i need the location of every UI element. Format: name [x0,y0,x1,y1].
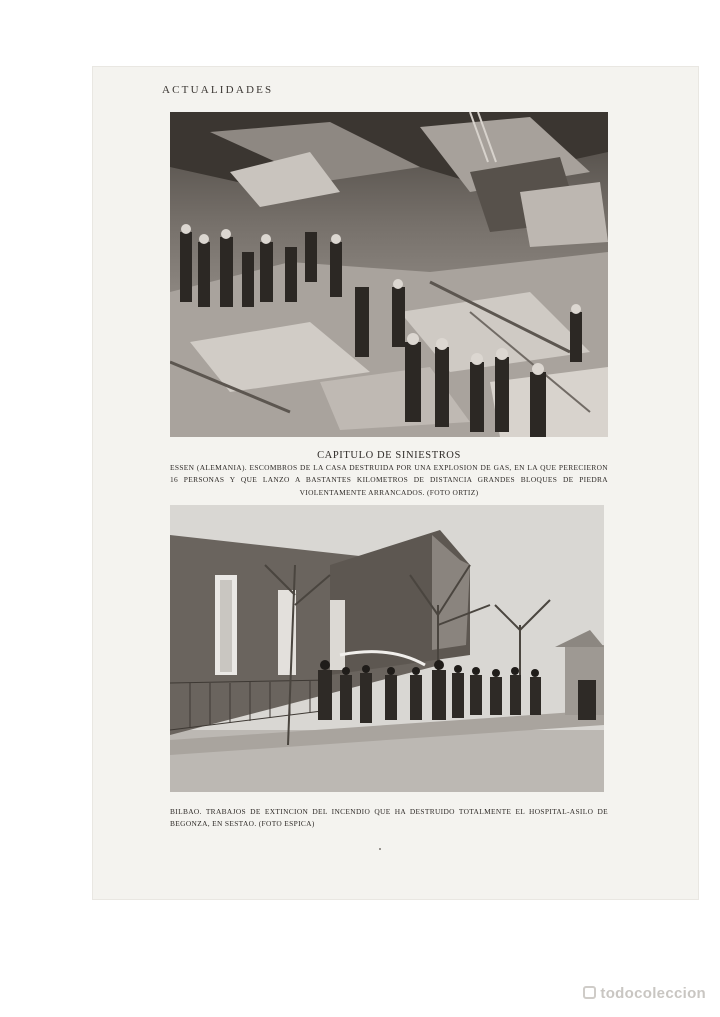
page-dot [379,848,381,850]
photo-rubble [170,112,608,437]
hospital-photo-drawing [170,505,604,792]
watermark-text: todocoleccion [600,985,706,1002]
section-title: CAPITULO DE SINIESTROS [317,450,461,461]
watermark-logo-icon [583,986,596,999]
watermark [583,985,706,1002]
caption-top: ESSEN (ALEMANIA). ESCOMBROS DE LA CASA DESTRUIDA POR UNA EXPLOSION DE GAS, EN LA QUE PERECIERON 16 PERSONAS Y QUE LANZO A BASTANTES KILOMETROS DE DISTANCIA GRANDES BLOQUES DE PIEDRA VIOLENTAMENTE ARRANCADOS. (FOTO ORTIZ) [170,463,608,497]
caption-bottom: BILBAO. TRABAJOS DE EXTINCION DEL INCENDIO QUE HA DESTRUIDO TOTALMENTE EL HOSPITAL-ASILO DE BEGONZA, EN SESTAO. (FOTO ESPICA) [170,807,608,829]
running-header: ACTUALIDADES [162,84,274,96]
rubble-photo-drawing [170,112,608,437]
photo-hospital-fire [170,505,604,792]
